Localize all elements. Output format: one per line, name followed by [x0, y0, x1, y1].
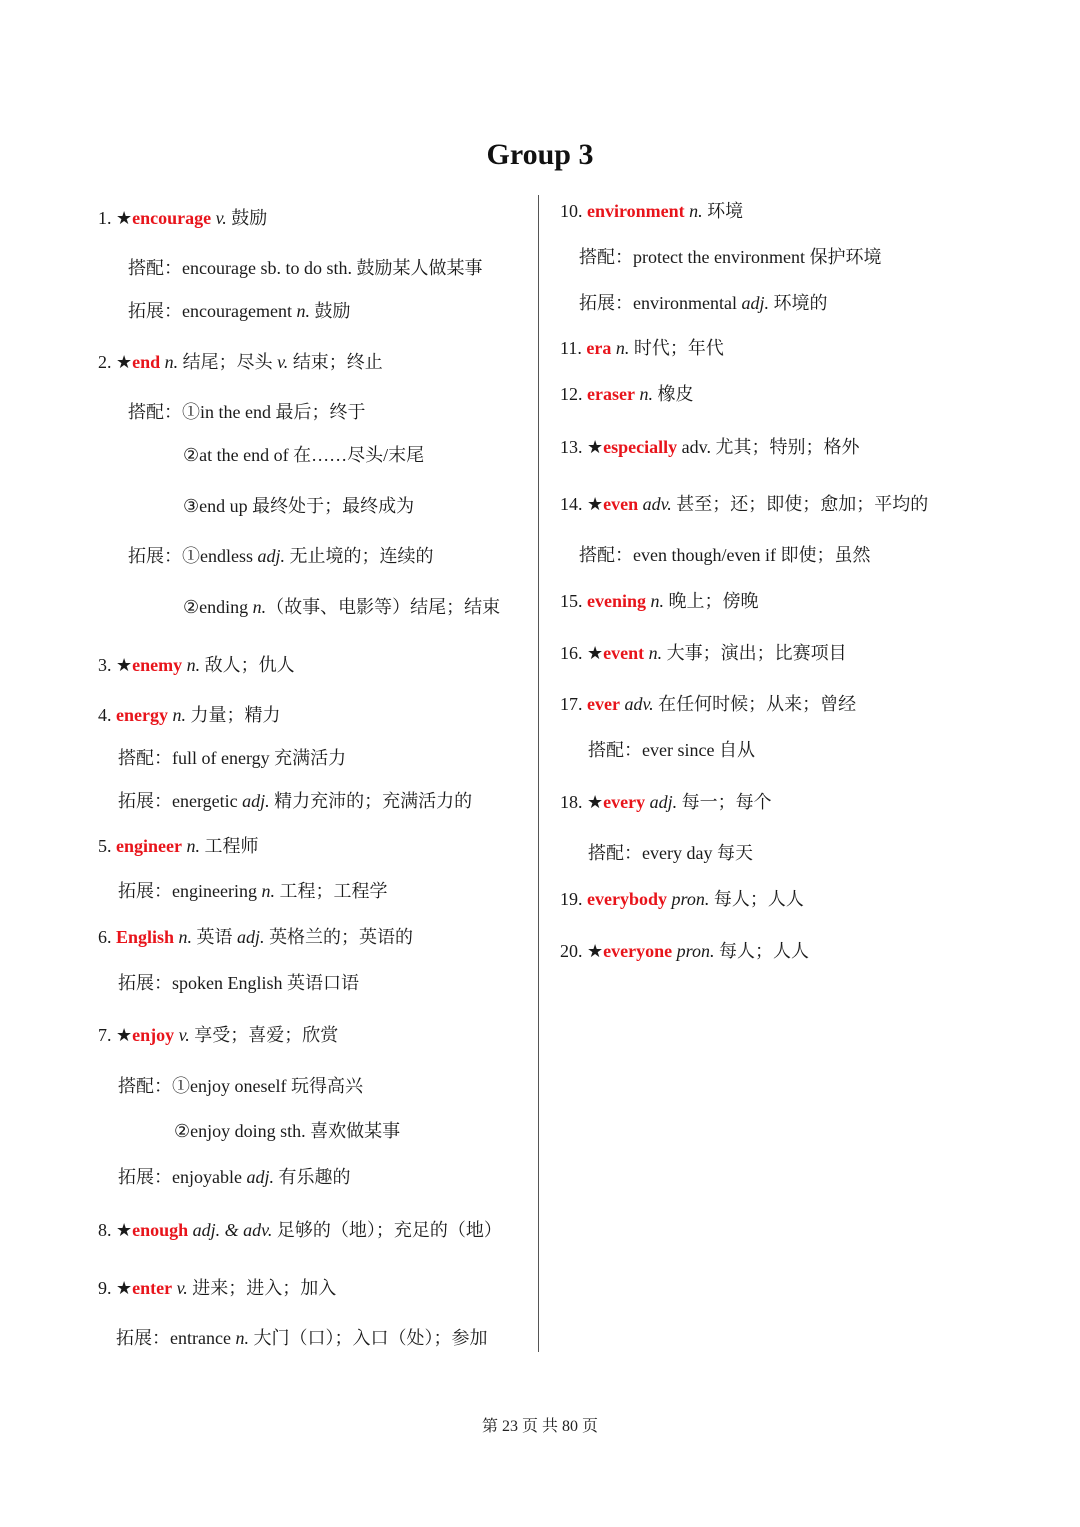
- entry-text: 搭配：①enjoy oneself 玩得高兴: [118, 1076, 363, 1096]
- entry-text: 工程；工程学: [274, 881, 388, 901]
- part-of-speech: adj.: [645, 792, 678, 812]
- right-line: [560, 693, 856, 715]
- right-line: [560, 940, 809, 962]
- headword: enter: [132, 1278, 173, 1298]
- entry-text: 4.: [98, 705, 116, 725]
- entry-text: 晚上；傍晚: [664, 591, 759, 611]
- right-line: [560, 642, 847, 664]
- entry-text: 12.: [560, 384, 587, 404]
- entry-text: 工程师: [199, 836, 259, 856]
- headword: eraser: [587, 384, 635, 404]
- entry-text: 1.: [98, 208, 116, 228]
- headword: environment: [587, 201, 685, 221]
- left-line: [118, 1075, 363, 1097]
- entry-text: 拓展：energetic: [118, 791, 243, 811]
- right-line: [560, 888, 804, 910]
- part-of-speech: n.: [181, 836, 200, 856]
- star-icon: ★: [116, 655, 133, 675]
- part-of-speech: adj.: [246, 1167, 274, 1187]
- entry-text: 每人；人人: [714, 941, 809, 961]
- entry-text: 时代；年代: [629, 338, 724, 358]
- entry-text: 拓展：①endless: [128, 546, 258, 566]
- page-footer: 第 23 页 共 80 页: [481, 1418, 598, 1435]
- part-of-speech: n.: [160, 352, 179, 372]
- part-of-speech: n.: [174, 927, 193, 947]
- star-icon: ★: [116, 208, 133, 228]
- left-line: [128, 545, 434, 567]
- entry-text: 搭配：encourage sb. to do sth. 鼓励某人做某事: [128, 258, 483, 278]
- part-of-speech: n.: [252, 597, 267, 617]
- entry-text: 6.: [98, 927, 116, 947]
- entry-text: 10.: [560, 201, 587, 221]
- star-icon: ★: [587, 494, 604, 514]
- headword: even: [603, 494, 639, 514]
- entry-text: 结尾；尽头: [178, 352, 278, 372]
- left-line: [174, 1120, 400, 1142]
- entry-text: 2.: [98, 352, 116, 372]
- part-of-speech: n.: [634, 384, 653, 404]
- entry-text: ②at the end of 在……尽头/末尾: [183, 445, 425, 465]
- part-of-speech: adj. & adv.: [188, 1220, 273, 1240]
- entry-text: 鼓励: [309, 301, 351, 321]
- headword: ever: [587, 694, 620, 714]
- part-of-speech: n.: [235, 1328, 249, 1348]
- entry-text: （故事、电影等）结尾；结束: [266, 597, 501, 617]
- part-of-speech: n.: [182, 655, 201, 675]
- left-line: [118, 880, 387, 902]
- part-of-speech: n.: [646, 591, 665, 611]
- star-icon: ★: [116, 1278, 133, 1298]
- part-of-speech: adj.: [242, 791, 270, 811]
- entry-text: 进来；进入；加入: [187, 1278, 337, 1298]
- left-line: [118, 747, 346, 769]
- entry-text: 3.: [98, 655, 116, 675]
- part-of-speech: n.: [684, 201, 703, 221]
- headword: everyone: [603, 941, 673, 961]
- entry-text: 拓展：encouragement: [128, 301, 297, 321]
- entry-text: 17.: [560, 694, 587, 714]
- headword: encourage: [132, 208, 212, 228]
- part-of-speech: adj.: [741, 293, 769, 313]
- entry-text: ②enjoy doing sth. 喜欢做某事: [174, 1121, 401, 1141]
- right-line: [560, 791, 772, 813]
- right-line: [560, 337, 724, 359]
- left-line: [98, 654, 295, 676]
- entry-text: 9.: [98, 1278, 116, 1298]
- entry-text: 搭配：①in the end 最后；终于: [128, 402, 366, 422]
- part-of-speech: v.: [174, 1025, 190, 1045]
- right-line: [560, 436, 859, 458]
- entry-text: 拓展：environmental: [579, 293, 742, 313]
- headword: event: [603, 643, 645, 663]
- headword: enough: [132, 1220, 189, 1240]
- entry-text: 5.: [98, 836, 116, 856]
- star-icon: ★: [116, 1025, 133, 1045]
- entry-text: 鼓励: [226, 208, 268, 228]
- right-line: [560, 590, 759, 612]
- part-of-speech: n.: [296, 301, 310, 321]
- entry-text: ③end up 最终处于；最终成为: [183, 496, 415, 516]
- entry-text: 拓展：engineering: [118, 881, 262, 901]
- left-line: [128, 401, 365, 423]
- star-icon: ★: [587, 437, 604, 457]
- part-of-speech: pron.: [672, 941, 715, 961]
- entry-text: 19.: [560, 889, 587, 909]
- entry-text: 18.: [560, 792, 587, 812]
- part-of-speech: adv.: [619, 694, 654, 714]
- headword: end: [132, 352, 161, 372]
- star-icon: ★: [587, 792, 604, 812]
- left-line: [118, 1166, 351, 1188]
- entry-text: ②ending: [183, 597, 253, 617]
- left-line: [98, 835, 258, 857]
- left-line: [128, 300, 350, 322]
- star-icon: ★: [587, 941, 604, 961]
- left-line: [98, 1219, 502, 1241]
- entry-text: 享受；喜爱；欣赏: [189, 1025, 339, 1045]
- part-of-speech: n.: [261, 881, 275, 901]
- left-line: [98, 704, 280, 726]
- entry-text: 每人；人人: [709, 889, 804, 909]
- entry-text: 精力充沛的；充满活力的: [269, 791, 473, 811]
- right-line: [588, 739, 755, 761]
- right-line: [560, 383, 693, 405]
- entry-text: 环境的: [768, 293, 828, 313]
- left-line: [98, 207, 267, 229]
- entry-text: 有乐趣的: [274, 1167, 351, 1187]
- right-line: [560, 493, 928, 515]
- entry-text: 搭配：protect the environment 保护环境: [579, 247, 882, 267]
- entry-text: 7.: [98, 1025, 116, 1045]
- entry-text: 13.: [560, 437, 587, 457]
- entry-text: 结束；终止: [288, 352, 383, 372]
- left-line: [98, 926, 413, 948]
- left-line: [98, 1024, 338, 1046]
- headword: energy: [116, 705, 168, 725]
- right-line: [579, 246, 881, 268]
- part-of-speech: adv.: [638, 494, 672, 514]
- left-line: [116, 1327, 487, 1349]
- right-line: [579, 544, 870, 566]
- part-of-speech: v.: [172, 1278, 188, 1298]
- headword: everybody: [587, 889, 667, 909]
- entry-text: 在任何时候；从来；曾经: [653, 694, 857, 714]
- right-line: [579, 292, 827, 314]
- left-line: [128, 257, 482, 279]
- headword: evening: [587, 591, 647, 611]
- part-of-speech: v.: [211, 208, 227, 228]
- entry-text: 大事；演出；比赛项目: [662, 643, 847, 663]
- entry-text: 大门（口）；入口（处）；参加: [248, 1328, 488, 1348]
- entry-text: 搭配：every day 每天: [588, 843, 753, 863]
- entry-text: 英语: [192, 927, 238, 947]
- left-line: [183, 596, 500, 618]
- entry-text: 每一；每个: [677, 792, 772, 812]
- entry-text: 16.: [560, 643, 587, 663]
- part-of-speech: v.: [277, 352, 289, 372]
- left-line: [183, 495, 414, 517]
- entry-text: 8.: [98, 1220, 116, 1240]
- part-of-speech: n.: [611, 338, 630, 358]
- headword: enjoy: [132, 1025, 175, 1045]
- headword: enemy: [132, 655, 183, 675]
- left-line: [118, 972, 359, 994]
- part-of-speech: adj.: [257, 546, 286, 566]
- star-icon: ★: [587, 643, 604, 663]
- entry-text: 足够的（地）；充足的（地）: [272, 1220, 502, 1240]
- entry-text: 英格兰的；英语的: [264, 927, 414, 947]
- left-line: [98, 351, 383, 373]
- part-of-speech: n.: [644, 643, 663, 663]
- headword: English: [116, 927, 175, 947]
- entry-text: 20.: [560, 941, 587, 961]
- headword: especially: [603, 437, 678, 457]
- left-line: [118, 790, 472, 812]
- left-line: [183, 444, 424, 466]
- column-divider: [538, 195, 539, 1352]
- headword: every: [603, 792, 646, 812]
- star-icon: ★: [116, 1220, 133, 1240]
- part-of-speech: n.: [167, 705, 186, 725]
- entry-text: 搭配：ever since 自从: [588, 740, 755, 760]
- entry-text: 橡皮: [652, 384, 694, 404]
- entry-text: 拓展：enjoyable: [118, 1167, 247, 1187]
- part-of-speech: pron.: [667, 889, 710, 909]
- right-line: [560, 200, 743, 222]
- entry-text: 无止境的；连续的: [285, 546, 434, 566]
- star-icon: ★: [116, 352, 133, 372]
- entry-text: 力量；精力: [185, 705, 281, 725]
- part-of-speech: adj.: [237, 927, 265, 947]
- entry-text: 拓展：entrance: [116, 1328, 236, 1348]
- entry-text: 搭配：full of energy 充满活力: [118, 748, 347, 768]
- entry-text: 11.: [560, 338, 587, 358]
- entry-text: adv. 尤其；特别；格外: [677, 437, 860, 457]
- entry-text: 拓展：spoken English 英语口语: [118, 973, 359, 993]
- left-line: [98, 1277, 336, 1299]
- entry-text: 14.: [560, 494, 587, 514]
- entry-text: 搭配：even though/even if 即使；虽然: [579, 545, 871, 565]
- headword: era: [586, 338, 612, 358]
- entry-text: 敌人；仇人: [200, 655, 295, 675]
- page-title: Group 3: [486, 138, 594, 171]
- right-line: [588, 842, 753, 864]
- headword: engineer: [116, 836, 182, 856]
- entry-text: 15.: [560, 591, 587, 611]
- entry-text: 环境: [702, 201, 744, 221]
- entry-text: 甚至；还；即使；愈加；平均的: [671, 494, 929, 514]
